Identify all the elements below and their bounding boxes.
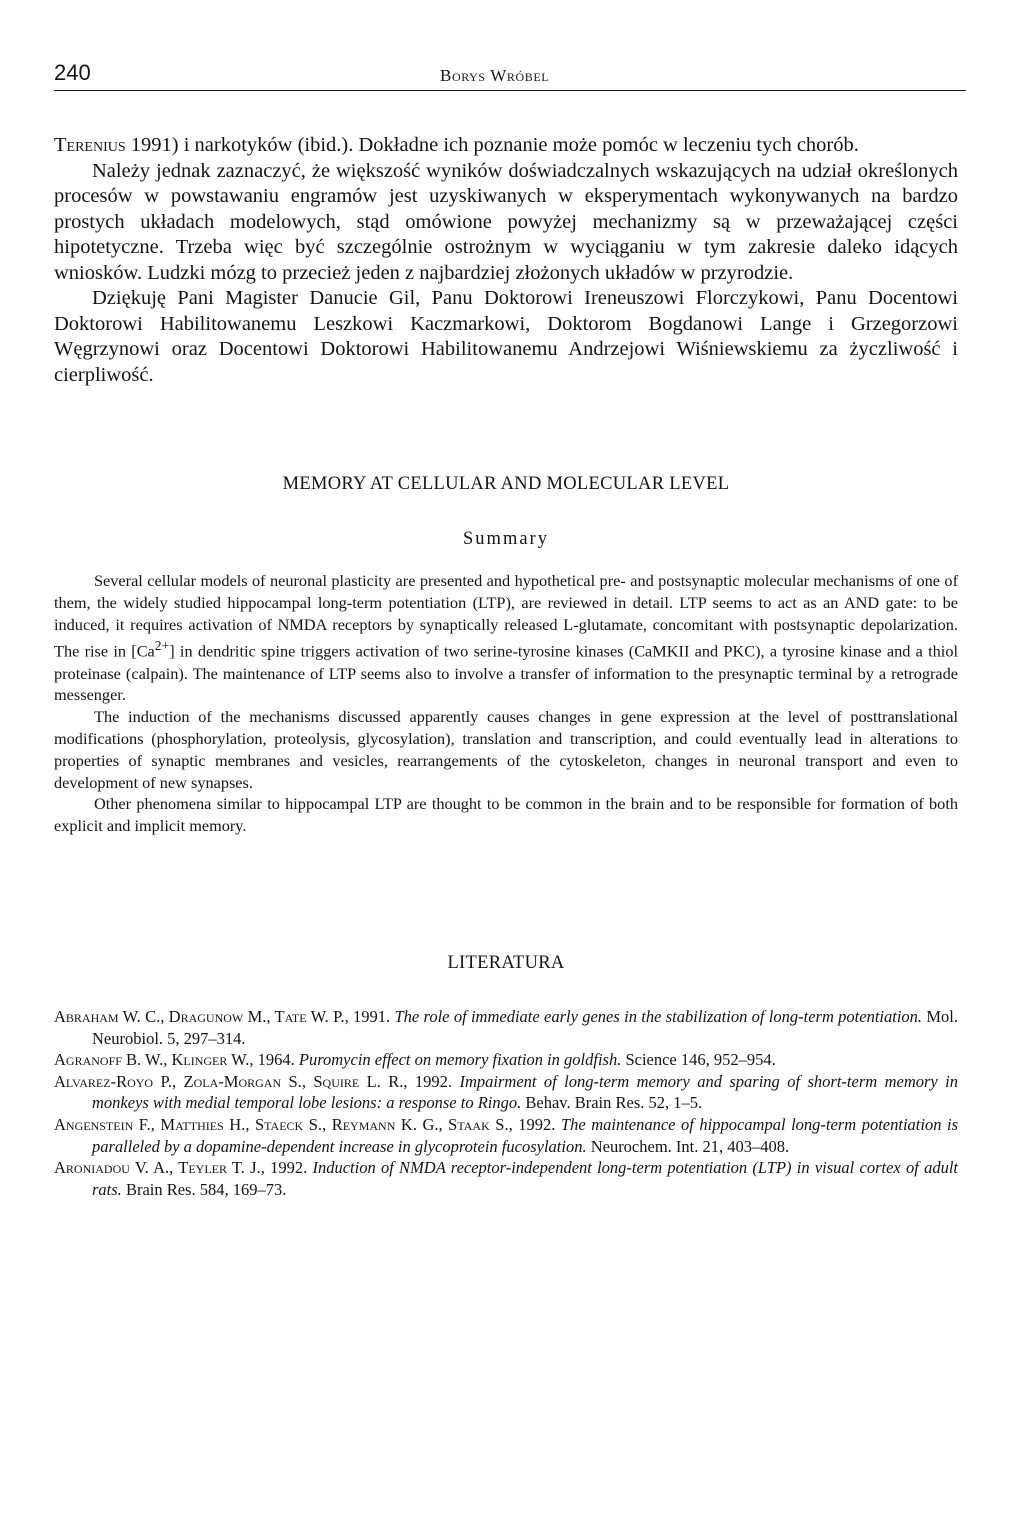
summary-p1-text-rest: ] in dendritic spine triggers activation of two serine-tyrosine kinases (CaMKII and PKC), a tyrosine kinase and a thiol proteinase (calpain). The maintenance of LTP seems also to involve a transfer of information to the presynaptic terminal by a retrograde messenger. <box>54 641 958 705</box>
reference-authors: Abraham W. C., Dragunow M., Tate W. P., <box>54 1006 349 1026</box>
reference-title: Puromycin effect on memory fixation in goldfish. <box>298 1050 622 1070</box>
acknowledgement: Dziękuję Pani Magister Danucie Gil, Panu Doktorowi Ireneuszowi Florczykowi, Panu Docentowi Doktorowi Habilitowanemu Leszkowi Kaczmarkowi, Doktorom Bogdanowi Lange i Grzegorzowi Węgrzynowi oraz Docentowi Doktorowi Habilitowanemu Andrzejowi Wiśniewskiemu za życzliwość i cierpliwość. <box>54 287 958 386</box>
reference-source: Science 146, 952–954. <box>621 1050 776 1070</box>
reference-year: 1992. <box>407 1071 460 1091</box>
summary-heading: Summary <box>463 529 549 549</box>
reference-source: Neurochem. Int. 21, 403–408. <box>586 1136 790 1156</box>
summary <box>54 570 958 837</box>
reference-item <box>54 1071 958 1114</box>
page-number: 240 <box>54 60 91 85</box>
author-citation: Terenius <box>54 134 126 156</box>
summary-p1-text: Several cellular models of neuronal plasticity are presented and hypothetical pre- and postsynaptic molecular mechanisms of one of them, the widely studied hippocampal long-term potentiation (LTP), are reviewed in detail. LTP seems to act as an AND gate: to be induced, it requires activation of NMDA receptors by synaptically released L-glutamate, concomitant with postsynaptic depolarization. The rise in [Ca <box>54 571 958 661</box>
reference-title: Induction of NMDA receptor-independent long-term potentiation (LTP) in visual cortex of adult rats. <box>92 1158 959 1199</box>
english-title: MEMORY AT CELLULAR AND MOLECULAR LEVEL <box>282 474 730 494</box>
reference-year: 1992. <box>512 1114 561 1134</box>
reference-year: 1992. <box>264 1158 313 1178</box>
running-head: Borys Wróbel <box>440 66 550 85</box>
paragraph-2: Należy jednak zaznaczyć, że większość wyników doświadczalnych wskazujących na udział określonych procesów w powstawaniu engramów jest uzyskiwanych w eksperymentach wykonywanych na bardzo prostych układach modelowych, stąd omówione powyżej mechanizmy są w przeważającej części hipotetyczne. Trzeba więc być szczególnie ostrożnym w wyciąganiu w tym zakresie daleko idących wniosków. Ludzki mózg to przecież jeden z najbardziej złożonych układów w przyrodzie. <box>54 159 958 284</box>
reference-authors: Angenstein F., Matthies H., Staeck S., Reymann K. G., Staak S., <box>54 1114 513 1134</box>
reference-title: Impairment of long-term memory and sparing of short-term memory in monkeys with medial temporal lobe lesions: a response to Ringo. <box>92 1071 958 1113</box>
reference-authors: Agranoff B. W., Klinger W., <box>54 1050 254 1070</box>
summary-paragraph-1 <box>54 570 958 706</box>
reference-authors: Alvarez-Royo P., Zola-Morgan S., Squire L. R., <box>54 1071 408 1091</box>
summary-paragraph-2: The induction of the mechanisms discussed apparently causes changes in gene expression at the level of posttranslational modifications (phosphorylation, proteolysis, glycosylation), translation and transcription, and could eventually lead in alterations to properties of synaptic membranes and vesicles, rearrangements of the cytoskeleton, changes in neuronal transport and even to development of new synapses. <box>54 707 958 792</box>
reference-list <box>54 1006 958 1200</box>
body-text <box>54 133 958 388</box>
reference-source: Brain Res. 584, 169–73. <box>121 1179 287 1199</box>
superscript: 2+ <box>154 638 170 654</box>
reference-item <box>54 1049 958 1071</box>
reference-source: Behav. Brain Res. 52, 1–5. <box>521 1093 703 1113</box>
page-header <box>54 60 966 91</box>
summary-paragraph-3: Other phenomena similar to hippocampal LTP are thought to be common in the brain and to be responsible for formation of both explicit and implicit memory. <box>54 794 958 836</box>
reference-title: The maintenance of hippocampal long-term potentiation is paralleled by a dopamine-dependent increase in glycoprotein fucosylation. <box>92 1114 958 1156</box>
reference-authors: Aroniadou V. A., Teyler T. J., <box>54 1158 265 1178</box>
reference-item <box>54 1006 958 1049</box>
paragraph-1-text: 1991) i narkotyków (ibid.). Dokładne ich poznanie może pomóc w leczeniu tych chorób. <box>125 134 859 156</box>
literature-heading: LITERATURA <box>447 952 565 973</box>
reference-item <box>54 1114 958 1157</box>
paragraph-1 <box>54 133 958 159</box>
reference-year: 1964. <box>253 1050 299 1070</box>
reference-year: 1991. <box>348 1006 395 1026</box>
reference-source: Mol. Neurobiol. 5, 297–314. <box>92 1006 959 1048</box>
reference-title: The role of immediate early genes in the stabilization of long-term potentiation. <box>394 1006 923 1026</box>
reference-item <box>54 1157 958 1200</box>
